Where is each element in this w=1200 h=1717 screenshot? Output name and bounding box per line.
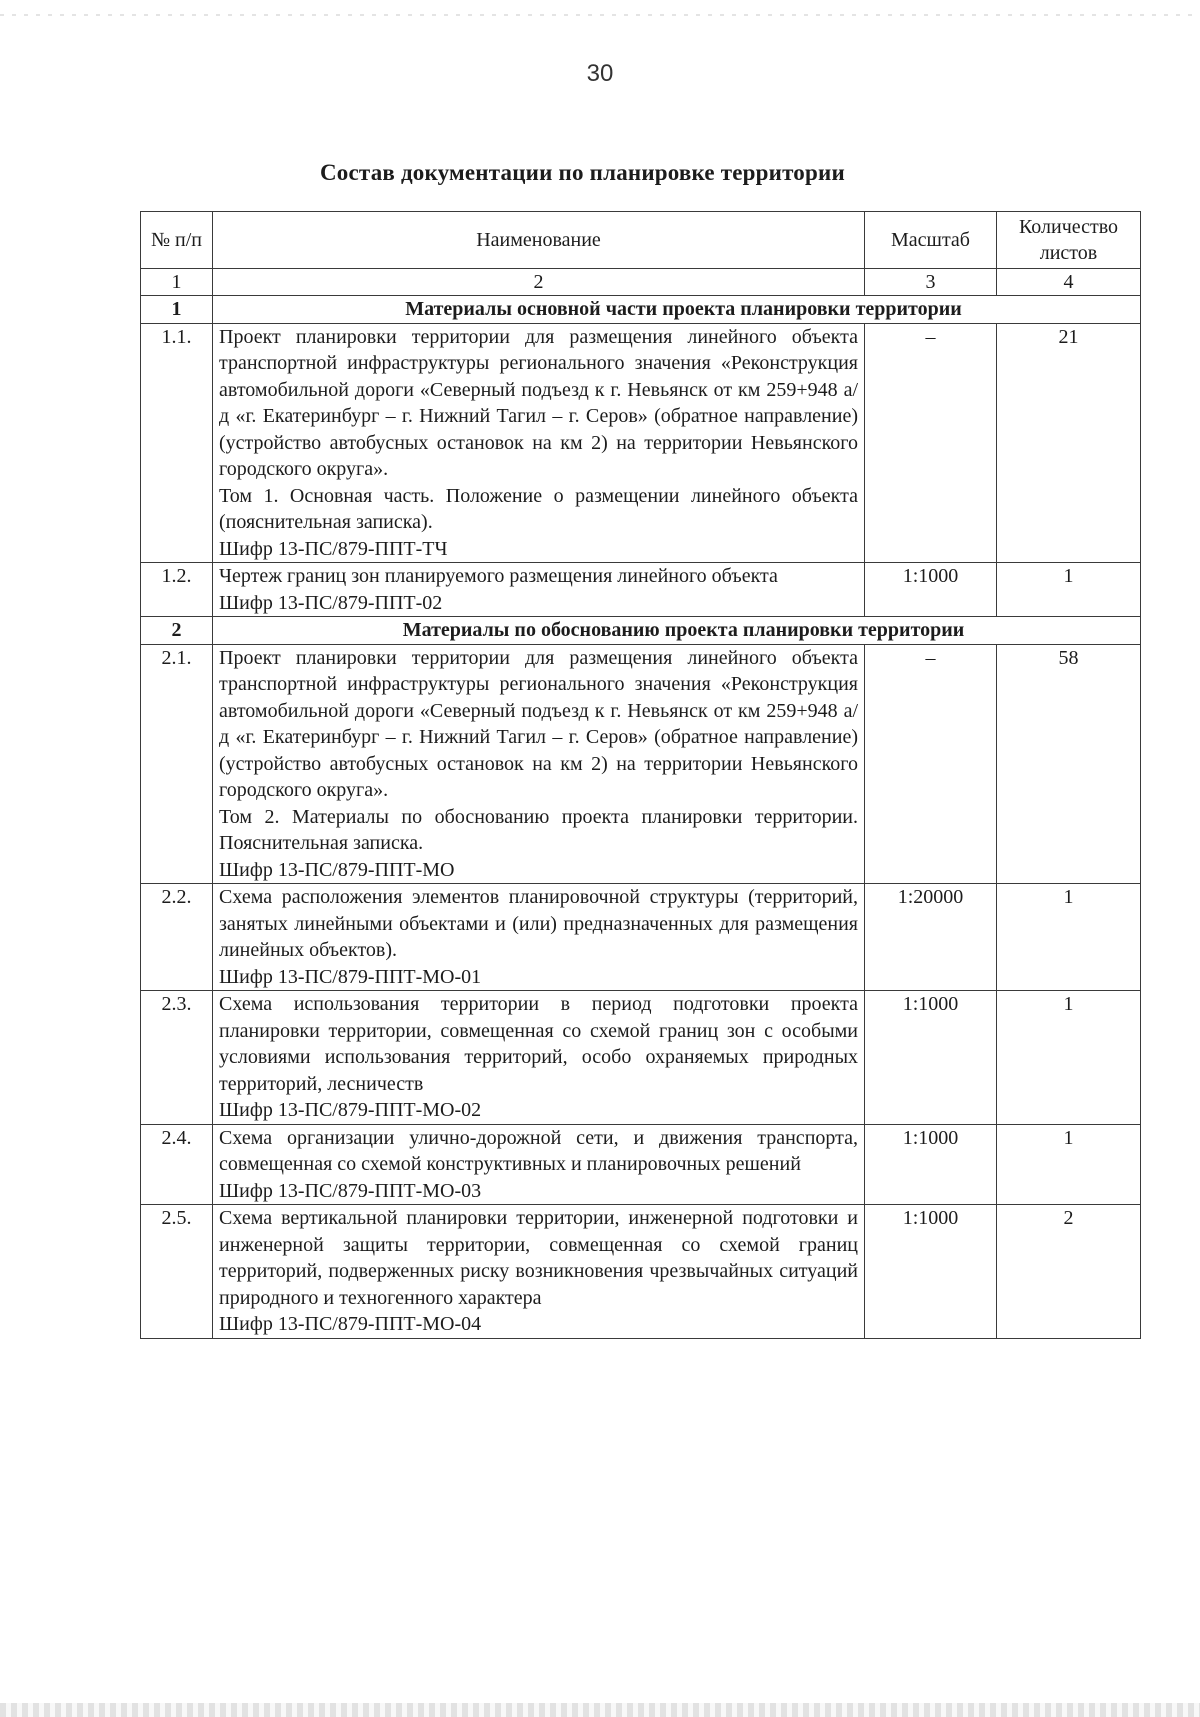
row-scale: 1:1000	[865, 1124, 997, 1205]
table-header-row	[141, 212, 1141, 269]
header-scale: Масштаб	[865, 212, 997, 269]
row-description: Схема организации улично-дорожной сети, и движения транспорта, совмещенная со схемой конструктивных и планировочных решений	[219, 1126, 858, 1175]
row-scale: –	[865, 323, 997, 563]
row-sheet-count: 1	[997, 1124, 1141, 1205]
row-number: 2.4.	[141, 1124, 213, 1205]
row-cipher: Шифр 13-ПС/879-ППТ-МО	[219, 858, 455, 881]
row-sheet-count: 58	[997, 644, 1141, 884]
row-volume: Том 1. Основная часть. Положение о размещении линейного объекта (пояснительная записка).	[219, 484, 858, 533]
row-sheet-count: 1	[997, 884, 1141, 991]
row-cipher: Шифр 13-ПС/879-ППТ-МО-01	[219, 965, 482, 988]
table-row	[141, 884, 1141, 991]
row-number: 2.2.	[141, 884, 213, 991]
row-cipher: Шифр 13-ПС/879-ППТ-МО-03	[219, 1179, 482, 1202]
row-sheet-count: 21	[997, 323, 1141, 563]
table-row	[141, 1205, 1141, 1339]
document-title: Состав документации по планировке территории	[320, 160, 845, 185]
row-cipher: Шифр 13-ПС/879-ППТ-ТЧ	[219, 537, 448, 560]
section-title: Материалы основной части проекта планировки территории	[213, 296, 1141, 324]
row-name	[213, 323, 865, 563]
section-number: 2	[141, 617, 213, 645]
header-name: Наименование	[213, 212, 865, 269]
row-number: 2.1.	[141, 644, 213, 884]
row-scale: 1:20000	[865, 884, 997, 991]
header-count: Количество листов	[997, 212, 1141, 269]
row-scale: 1:1000	[865, 1205, 997, 1339]
row-volume: Том 2. Материалы по обоснованию проекта планировки территории. Пояснительная записка.	[219, 805, 858, 854]
table-body	[141, 296, 1141, 1339]
row-name	[213, 1205, 865, 1339]
column-index: 3	[865, 269, 997, 296]
table-row	[141, 563, 1141, 617]
table-row	[141, 323, 1141, 563]
section-row	[141, 296, 1141, 324]
row-cipher: Шифр 13-ПС/879-ППТ-МО-02	[219, 1099, 482, 1121]
row-number: 2.3.	[141, 991, 213, 1125]
row-scale: 1:1000	[865, 563, 997, 617]
row-description: Чертеж границ зон планируемого размещения линейного объекта	[219, 565, 778, 587]
row-scale: –	[865, 644, 997, 884]
section-title: Материалы по обоснованию проекта планировки территории	[213, 617, 1141, 645]
table-row	[141, 991, 1141, 1125]
row-description: Схема вертикальной планировки территории, инженерной подготовки и инженерной защиты территории, совмещенная со схемой границ территорий, подверженных риску возникновения чрезвычайных ситуаций природного и техногенного характера	[219, 1207, 858, 1309]
page-number: 30	[586, 60, 614, 87]
section-number: 1	[141, 296, 213, 324]
row-cipher: Шифр 13-ПС/879-ППТ-02	[219, 591, 443, 614]
table-row	[141, 644, 1141, 884]
scan-artifact-bottom	[0, 1703, 1200, 1717]
column-index: 4	[997, 269, 1141, 296]
documentation-table	[140, 211, 1141, 1339]
row-description: Проект планировки территории для размещения линейного объекта транспортной инфраструктуры регионального значения «Реконструкция автомобильной дороги «Северный подъезд к г. Невьянск от км 259+948 а/д «г. Екатеринбург – г. Нижний Тагил – г. Серов» (обратное направление) (устройство автобусных остановок на км 2) на территории Невьянского городского округа».	[219, 646, 858, 801]
row-cipher: Шифр 13-ПС/879-ППТ-МО-04	[219, 1313, 482, 1335]
row-name	[213, 644, 865, 884]
column-index: 2	[213, 269, 865, 296]
row-name	[213, 563, 865, 617]
row-sheet-count: 2	[997, 1205, 1141, 1339]
row-description: Схема расположения элементов планировочной структуры (территорий, занятых линейными объектами и (или) предназначенных для размещения линейных объектов).	[219, 886, 858, 961]
header-num: № п/п	[141, 212, 213, 269]
row-scale: 1:1000	[865, 991, 997, 1125]
row-description: Проект планировки территории для размещения линейного объекта транспортной инфраструктуры регионального значения «Реконструкция автомобильной дороги «Северный подъезд к г. Невьянск от км 259+948 а/д «г. Екатеринбург – г. Нижний Тагил – г. Серов» (обратное направление) (устройство автобусных остановок на км 2) на территории Невьянского городского округа».	[219, 325, 858, 480]
row-name	[213, 884, 865, 991]
row-sheet-count: 1	[997, 563, 1141, 617]
row-number: 2.5.	[141, 1205, 213, 1339]
column-index: 1	[141, 269, 213, 296]
scan-artifact-top	[0, 14, 1200, 16]
row-sheet-count: 1	[997, 991, 1141, 1125]
column-index-row	[141, 269, 1141, 296]
row-number: 1.1.	[141, 323, 213, 563]
row-name	[213, 1124, 865, 1205]
row-number: 1.2.	[141, 563, 213, 617]
row-name	[213, 991, 865, 1125]
section-row	[141, 617, 1141, 645]
row-description: Схема использования территории в период подготовки проекта планировки территории, совмещенная со схемой границ зон с особыми условиями использования территорий, особо охраняемых природных территорий, лесничеств	[219, 993, 858, 1095]
table-row	[141, 1124, 1141, 1205]
